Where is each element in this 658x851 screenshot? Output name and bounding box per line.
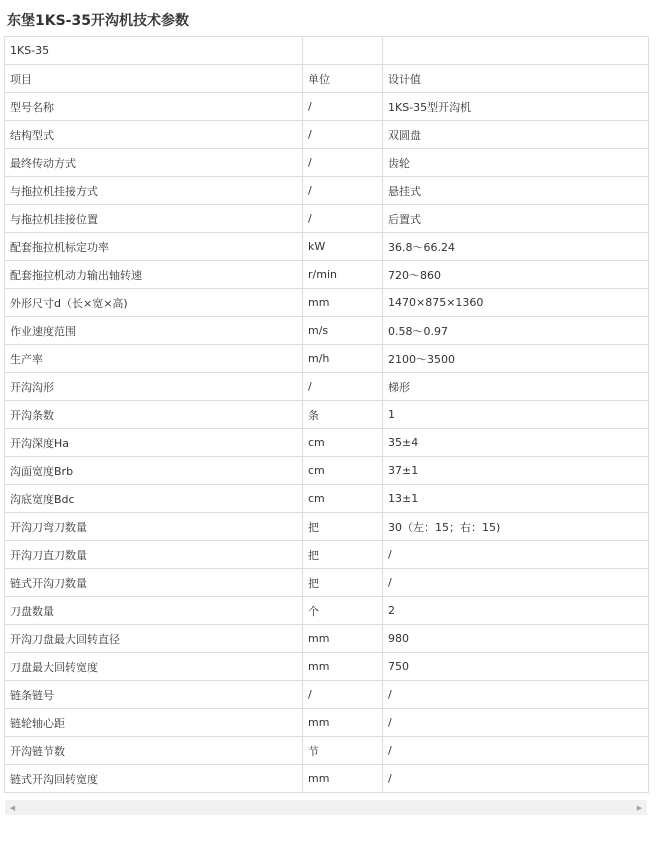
scroll-right-icon[interactable]: ▶ (636, 803, 643, 812)
table-row (5, 401, 649, 429)
value-cell: 双圆盘 (383, 121, 649, 149)
value-cell: 980 (383, 625, 649, 653)
param-cell: 开沟条数 (5, 401, 303, 429)
unit-cell: / (303, 177, 383, 205)
table-row (5, 681, 649, 709)
unit-cell: 把 (303, 569, 383, 597)
table-row (5, 177, 649, 205)
unit-cell: cm (303, 457, 383, 485)
unit-cell: 把 (303, 513, 383, 541)
param-cell: 外形尺寸d（长×宽×高) (5, 289, 303, 317)
param-cell: 与拖拉机挂接位置 (5, 205, 303, 233)
value-cell: 13±1 (383, 485, 649, 513)
table-row (5, 149, 649, 177)
table-row (5, 261, 649, 289)
value-cell: 2 (383, 597, 649, 625)
value-cell: 梯形 (383, 373, 649, 401)
value-cell: 750 (383, 653, 649, 681)
table-row (5, 737, 649, 765)
unit-cell: / (303, 149, 383, 177)
param-cell: 开沟深度Ha (5, 429, 303, 457)
value-cell (383, 37, 649, 65)
value-cell: 37±1 (383, 457, 649, 485)
unit-cell: kW (303, 233, 383, 261)
unit-cell: / (303, 93, 383, 121)
page-title: 东堡1KS-35开沟机技术参数 (7, 13, 189, 29)
unit-cell: mm (303, 765, 383, 793)
table-row (5, 345, 649, 373)
spec-table (4, 36, 649, 793)
param-cell: 链条链号 (5, 681, 303, 709)
value-cell: 齿轮 (383, 149, 649, 177)
value-cell: / (383, 737, 649, 765)
spec-table-body (5, 37, 649, 793)
param-cell: 沟面宽度Brb (5, 457, 303, 485)
value-cell: / (383, 681, 649, 709)
unit-cell: 节 (303, 737, 383, 765)
table-row (5, 457, 649, 485)
unit-cell (303, 37, 383, 65)
table-row (5, 485, 649, 513)
value-cell: 1 (383, 401, 649, 429)
table-row (5, 93, 649, 121)
unit-cell: / (303, 205, 383, 233)
value-cell: 35±4 (383, 429, 649, 457)
param-cell: 作业速度范围 (5, 317, 303, 345)
unit-cell: cm (303, 485, 383, 513)
param-cell: 开沟刀直刀数量 (5, 541, 303, 569)
param-cell: 结构型式 (5, 121, 303, 149)
param-cell: 配套拖拉机动力输出轴转速 (5, 261, 303, 289)
unit-cell: 单位 (303, 65, 383, 93)
value-cell: 2100～3500 (383, 345, 649, 373)
param-cell: 开沟沟形 (5, 373, 303, 401)
param-cell: 开沟链节数 (5, 737, 303, 765)
table-row (5, 317, 649, 345)
param-cell: 沟底宽度Bdc (5, 485, 303, 513)
unit-cell: 条 (303, 401, 383, 429)
table-row (5, 709, 649, 737)
unit-cell: r/min (303, 261, 383, 289)
unit-cell: m/s (303, 317, 383, 345)
param-cell: 刀盘数量 (5, 597, 303, 625)
model-row (5, 37, 649, 65)
param-cell: 配套拖拉机标定功率 (5, 233, 303, 261)
spec-table-container (4, 36, 648, 793)
param-cell: 最终传动方式 (5, 149, 303, 177)
table-row (5, 289, 649, 317)
table-row (5, 625, 649, 653)
param-cell: 生产率 (5, 345, 303, 373)
table-row (5, 597, 649, 625)
header-row (5, 65, 649, 93)
unit-cell: cm (303, 429, 383, 457)
unit-cell: mm (303, 289, 383, 317)
unit-cell: mm (303, 625, 383, 653)
unit-cell: / (303, 121, 383, 149)
param-cell: 开沟刀弯刀数量 (5, 513, 303, 541)
value-cell: 1KS-35型开沟机 (383, 93, 649, 121)
horizontal-scrollbar[interactable] (5, 800, 647, 815)
param-cell: 项目 (5, 65, 303, 93)
unit-cell: / (303, 373, 383, 401)
param-cell: 链式开沟刀数量 (5, 569, 303, 597)
value-cell: / (383, 765, 649, 793)
value-cell: 720～860 (383, 261, 649, 289)
table-row (5, 121, 649, 149)
scroll-left-icon[interactable]: ◀ (9, 803, 16, 812)
table-row (5, 429, 649, 457)
value-cell: 30（左：15；右：15) (383, 513, 649, 541)
value-cell: / (383, 709, 649, 737)
param-cell: 型号名称 (5, 93, 303, 121)
unit-cell: m/h (303, 345, 383, 373)
value-cell: / (383, 541, 649, 569)
table-row (5, 513, 649, 541)
value-cell: 0.58～0.97 (383, 317, 649, 345)
param-cell: 与拖拉机挂接方式 (5, 177, 303, 205)
unit-cell: mm (303, 653, 383, 681)
value-cell: 后置式 (383, 205, 649, 233)
table-row (5, 653, 649, 681)
value-cell: 设计值 (383, 65, 649, 93)
param-cell: 1KS-35 (5, 37, 303, 65)
value-cell: 1470×875×1360 (383, 289, 649, 317)
table-row (5, 765, 649, 793)
param-cell: 刀盘最大回转宽度 (5, 653, 303, 681)
table-row (5, 205, 649, 233)
param-cell: 链式开沟回转宽度 (5, 765, 303, 793)
value-cell: 36.8～66.24 (383, 233, 649, 261)
value-cell: 悬挂式 (383, 177, 649, 205)
unit-cell: / (303, 681, 383, 709)
unit-cell: 个 (303, 597, 383, 625)
unit-cell: 把 (303, 541, 383, 569)
param-cell: 开沟刀盘最大回转直径 (5, 625, 303, 653)
table-row (5, 569, 649, 597)
table-row (5, 373, 649, 401)
param-cell: 链轮轴心距 (5, 709, 303, 737)
table-row (5, 541, 649, 569)
value-cell: / (383, 569, 649, 597)
table-row (5, 233, 649, 261)
unit-cell: mm (303, 709, 383, 737)
